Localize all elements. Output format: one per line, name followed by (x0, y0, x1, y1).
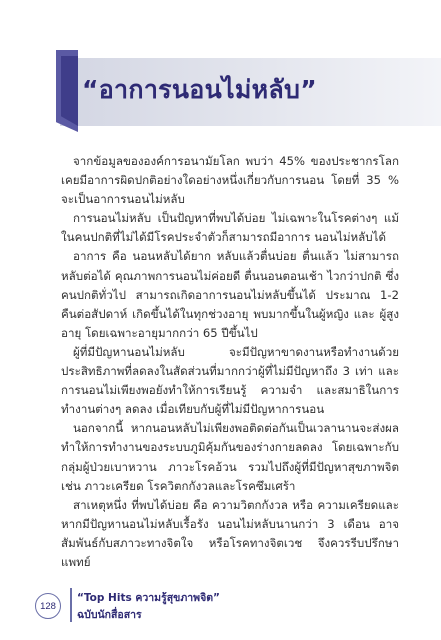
page-title: “อาการนอนไม่หลับ” (82, 75, 317, 104)
paragraph-work-impact: ผู้ที่มีปัญหานอนไม่หลับ จะมีปัญหาขาดงานหรือทำงานด้วยประสิทธิภาพที่ลดลงในสัดส่วนที่มากกว่าผู้ที่ไม่มีปัญหาถึง 3 เท่า และการนอนไม่เพียงพอยังทำให้การเรียนรู้ ความจำ และสมาธิในการทำงานต่างๆ ลดลง เมื่อเทียบกับผู้ที่ไม่มีปัญหาการนอน (61, 344, 399, 417)
footer-divider (70, 588, 72, 622)
paragraph-who-statistics: จากข้อมูลขององค์การอนามัยโลก พบว่า 45% ของประชากรโลก เคยมีอาการผิดปกติอย่างใดอย่างหนึ่งเกี่ยวกับการนอน โดยที่ 35 % จะเป็นอาการนอนไม่หลับ (61, 154, 399, 207)
title-flag (61, 56, 78, 126)
footer-book-title: “Top Hits ความรู้สุขภาพจิต” (77, 592, 220, 604)
footer-edition: ฉบับนักสื่อสาร (77, 609, 142, 621)
article-body (61, 152, 399, 572)
paragraph-symptoms: อาการ คือ นอนหลับได้ยาก หลับแล้วตื่นบ่อย ตื่นแล้ว ไม่สามารถหลับต่อได้ คุณภาพการนอนไม่ค่อยดี ตื่นนอนตอนเช้า ไวกว่าปกติ ซึ่งคนปกติทั่วไป สามารถเกิดอาการนอนไม่หลับขึ้นได้ ประมาณ 1-2 คืนต่อสัปดาห์ เกิดขึ้นได้ในทุกช่วงอายุ พบมากขึ้นในผู้หญิง และ ผู้สูงอายุ โดยเฉพาะอายุมากกว่า 65 ปีขึ้นไป (61, 249, 399, 340)
paragraph-causes: สาเหตุหนึ่ง ที่พบได้บ่อย คือ ความวิตกกังวล หรือ ความเครียดและหากมีปัญหานอนไม่หลับเรื้อรัง นอนไม่หลับนานกว่า 3 เดือน อาจสัมพันธ์กับสภาวะทางจิตใจ หรือโรคทางจิตเวช จึงควรรีบปรึกษาแพทย์ (61, 497, 399, 569)
paragraph-immune-impact: นอกจากนี้ หากนอนหลับไม่เพียงพอติดต่อกันเป็นเวลานานจะส่งผลทำให้การทำงานของระบบภูมิคุ้มกันของร่างกายลดลง โดยเฉพาะกับกลุ่มผู้ป่วยเบาหวาน ภาวะโรคอ้วน รวมไปถึงผู้ที่มีปัญหาสุขภาพจิต เช่น ภาวะเครียด โรควิตกกังวลและโรคซึมเศร้า (61, 421, 399, 493)
page-number: 128 (35, 593, 61, 619)
paragraph-common-problem: การนอนไม่หลับ เป็นปัญหาที่พบได้บ่อย ไม่เฉพาะในโรคต่างๆ แม้ในคนปกติที่ไม่ได้มีโรคประจำตัวก็สามารถมีอาการ นอนไม่หลับได้ (61, 211, 399, 245)
